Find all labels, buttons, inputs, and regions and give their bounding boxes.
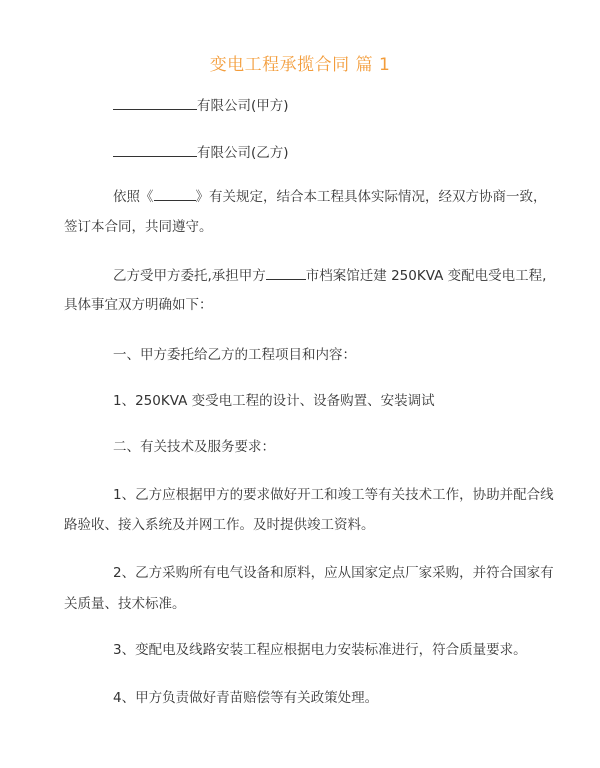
req2-line1: 2、乙方采购所有电气设备和原料，应从国家定点厂家采购，并符合国家有 xyxy=(113,565,554,581)
para2-line1 xyxy=(0,266,600,285)
req1-line2: 路验收、接入系统及并网工作。及时提供竣工资料。 xyxy=(64,517,375,533)
para2-line2: 具体事宜双方明确如下： xyxy=(64,297,213,313)
party-a-label: 有限公司(甲方) xyxy=(197,98,289,114)
section2-heading: 二、有关技术及服务要求： xyxy=(113,439,275,455)
section1-heading: 一、甲方委托给乙方的工程项目和内容： xyxy=(113,347,356,363)
para2-text-a: 乙方受甲方委托,承担甲方 xyxy=(113,268,266,284)
item1-text: 1、250KVA 变受电工程的设计、设备购置、安装调试 xyxy=(113,393,435,409)
req1-line1: 1、乙方应根据甲方的要求做好开工和竣工等有关技术工作，协助并配合线 xyxy=(113,487,554,503)
para1-text-b: 》有关规定，结合本工程具体实际情况，经双方协商一致， xyxy=(195,189,547,205)
regulation-blank xyxy=(154,187,196,201)
city-blank xyxy=(266,266,306,280)
para1-line1 xyxy=(0,187,600,206)
party-a-line xyxy=(0,96,600,115)
para1-text-a: 依照《 xyxy=(113,189,154,205)
party-b-line xyxy=(0,143,600,162)
req4-text: 4、甲方负责做好青苗赔偿等有关政策处理。 xyxy=(113,690,379,706)
para1-line2: 签订本合同，共同遵守。 xyxy=(64,219,213,235)
para2-text-b: 市档案馆迁建 250KVA 变配电受电工程, xyxy=(305,268,547,284)
party-b-label: 有限公司(乙方) xyxy=(197,145,289,161)
party-a-blank xyxy=(113,96,197,110)
party-b-blank xyxy=(113,143,197,157)
document-title: 变电工程承揽合同 篇 1 xyxy=(209,55,391,75)
req3-text: 3、变配电及线路安装工程应根据电力安装标准进行，符合质量要求。 xyxy=(113,642,527,658)
req2-line2: 关质量、技术标准。 xyxy=(64,596,186,612)
